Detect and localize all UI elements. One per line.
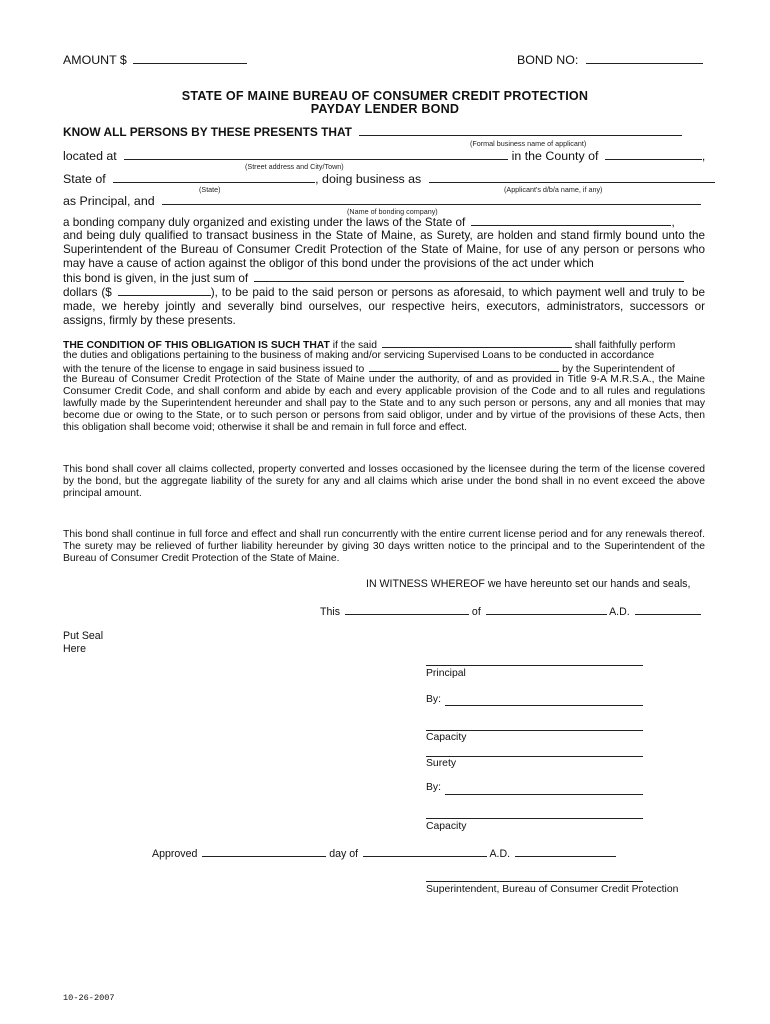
approval-row: [152, 846, 616, 860]
business-name-field[interactable]: [359, 125, 682, 136]
approved-day-field[interactable]: [202, 846, 326, 857]
amount-row: [63, 52, 247, 67]
bonding-paragraph: and being duly qualified to transact business in the State of Maine, as Surety, are holden and stand firmly bound unto the Superintendent of the Bureau of Consumer Credit Protection of the State of Maine, for use of any person or persons who may have a cause of action against the obligor of this bond under the provisions of the act under which: [63, 229, 705, 270]
condition-paragraph: the Bureau of Consumer Credit Protection of the State of Maine under the authority, of and as provided in Title 9-A M.R.S.A., the Maine Consumer Credit Code, and shall conform and abide by each and every applicable provision of the Code and to all rules and regulations lawfully made by the Superintendent hereunder and shall pay to the State and to any such person or persons, any and all monies that may become due or owing to the State, or to such person or persons from said obligor, under and by virtue of the provisions of these Acts, then this obligation shall become void; otherwise it shall be and remain in full force and effect.: [63, 374, 705, 434]
dollars-continuation: ), to be paid to the said person or persons as aforesaid, to which payment well and truly to be made, we hereby jointly and severally bind ourselves, our respective heirs, executors, administrators, successors or assigns, firmly by these presents.: [63, 286, 705, 327]
form-title: STATE OF MAINE BUREAU OF CONSUMER CREDIT PROTECTION: [181, 89, 589, 103]
know-all-text: KNOW ALL PERSONS BY THESE PRESENTS THAT: [63, 125, 352, 139]
form-date: 10-26-2007: [63, 993, 115, 1003]
dollars-label: dollars ($: [63, 286, 112, 299]
sum-words-field[interactable]: [254, 271, 684, 282]
bond-no-row: [517, 52, 703, 67]
superintendent-label: Superintendent, Bureau of Consumer Credit Protection: [426, 884, 679, 895]
approval-ad-label: A.D.: [489, 848, 511, 860]
witness-ad-label: A.D.: [609, 606, 630, 618]
capacity-label-1: Capacity: [426, 732, 467, 743]
witness-of-label: of: [471, 606, 481, 618]
principal-label: Principal: [426, 668, 466, 679]
tenure-post: by the Superintendent of: [562, 364, 675, 375]
tenure-pre: with the tenure of the license to engage in said business issued to: [63, 364, 365, 375]
surety-label: Surety: [426, 758, 457, 769]
caption-address: (Street address and City/Town): [245, 162, 344, 171]
principal-name-field[interactable]: [382, 338, 572, 348]
capacity-label-2: Capacity: [426, 821, 467, 832]
witness-year-field[interactable]: [635, 604, 701, 615]
approved-month-field[interactable]: [363, 846, 487, 857]
dollar-amount-field[interactable]: [118, 285, 211, 296]
form-subtitle: PAYDAY LENDER BOND: [310, 102, 460, 116]
surety-state-field[interactable]: [471, 215, 671, 226]
approved-label: Approved: [152, 848, 198, 860]
bond-no-label: BOND NO:: [517, 53, 579, 67]
coverage-paragraph: This bond shall cover all claims collected, property converted and losses occasioned by the licensee during the term of the license covered by the bond, but the aggregate liability of the surety for any and all claims which arise under the bond shall in no event exceed the above principal amount.: [63, 464, 705, 500]
condition-post-1: shall faithfully perform: [574, 340, 676, 351]
state-field[interactable]: [113, 171, 315, 183]
sum-row: [63, 271, 684, 286]
capacity-line-1[interactable]: [426, 730, 643, 731]
bond-no-field[interactable]: [586, 52, 703, 64]
caption-state: (State): [199, 185, 221, 194]
state-row: [63, 171, 715, 186]
seal-line2: Here: [63, 643, 86, 655]
in-county-label: in the County of: [511, 149, 599, 163]
by-label-1: By:: [426, 694, 442, 705]
know-all-row: [63, 125, 682, 139]
witness-statement: IN WITNESS WHEREOF we have hereunto set our hands and seals,: [366, 578, 691, 590]
dba-field[interactable]: [429, 171, 715, 183]
caption-dba: (Applicant's d/b/a name, if any): [504, 185, 603, 194]
located-row: located at in the County of ,: [63, 149, 706, 163]
witness-date-row: [320, 604, 701, 618]
approved-year-field[interactable]: [515, 846, 616, 857]
state-of-label: State of: [63, 172, 106, 186]
principal-signature-line[interactable]: [426, 665, 643, 666]
licensee-field[interactable]: [369, 362, 559, 372]
seal-line1: Put Seal: [63, 630, 104, 642]
amount-label: AMOUNT $: [63, 53, 127, 67]
superintendent-signature-line[interactable]: [426, 881, 643, 882]
surety-signature-line[interactable]: [426, 756, 643, 757]
caption-business-name: (Formal business name of applicant): [470, 139, 587, 148]
caption-bonding: (Name of bonding company): [347, 207, 438, 216]
dollars-paragraph: [63, 285, 705, 328]
by-row-2: [426, 782, 441, 793]
county-field[interactable]: [605, 148, 702, 160]
sum-of-label: this bond is given, in the just sum of: [63, 272, 249, 285]
principal-by-signature-line[interactable]: [445, 705, 643, 706]
principal-row: [63, 193, 701, 208]
located-at-label: located at: [63, 149, 117, 163]
day-of-label: day of: [329, 848, 359, 860]
witness-month-field[interactable]: [486, 604, 607, 615]
doing-business-label: , doing business as: [315, 172, 422, 186]
as-principal-label: as Principal, and: [63, 194, 155, 208]
continuation-paragraph: This bond shall continue in full force and effect and shall run concurrently with the entire current license period and for any renewals thereof. The surety may be relieved of further liability hereunder by giving 30 days written notice to the principal and to the Superintendent of the Bureau of Consumer Credit Protection of the State of Maine.: [63, 529, 705, 565]
by-row-1: [426, 694, 441, 705]
bonding-line1-text: a bonding company duly organized and existing under the laws of the State of: [63, 216, 466, 229]
surety-by-signature-line[interactable]: [445, 794, 643, 795]
capacity-line-2[interactable]: [426, 818, 643, 819]
amount-field[interactable]: [133, 52, 247, 64]
condition-pre: if the said: [332, 340, 377, 351]
witness-this-label: This: [320, 606, 341, 618]
witness-day-field[interactable]: [345, 604, 469, 615]
condition-heading: THE CONDITION OF THIS OBLIGATION IS SUCH THAT: [63, 340, 330, 351]
by-label-2: By:: [426, 782, 442, 793]
condition-line2: the duties and obligations pertaining to the business of making and/or servicing Supervised Loans to be conducted in accordance: [63, 350, 655, 361]
bonding-line1: a bonding company duly organized and existing under the laws of the State of ,: [63, 216, 675, 229]
bonding-company-field[interactable]: [162, 193, 701, 205]
street-address-field[interactable]: [124, 148, 508, 160]
